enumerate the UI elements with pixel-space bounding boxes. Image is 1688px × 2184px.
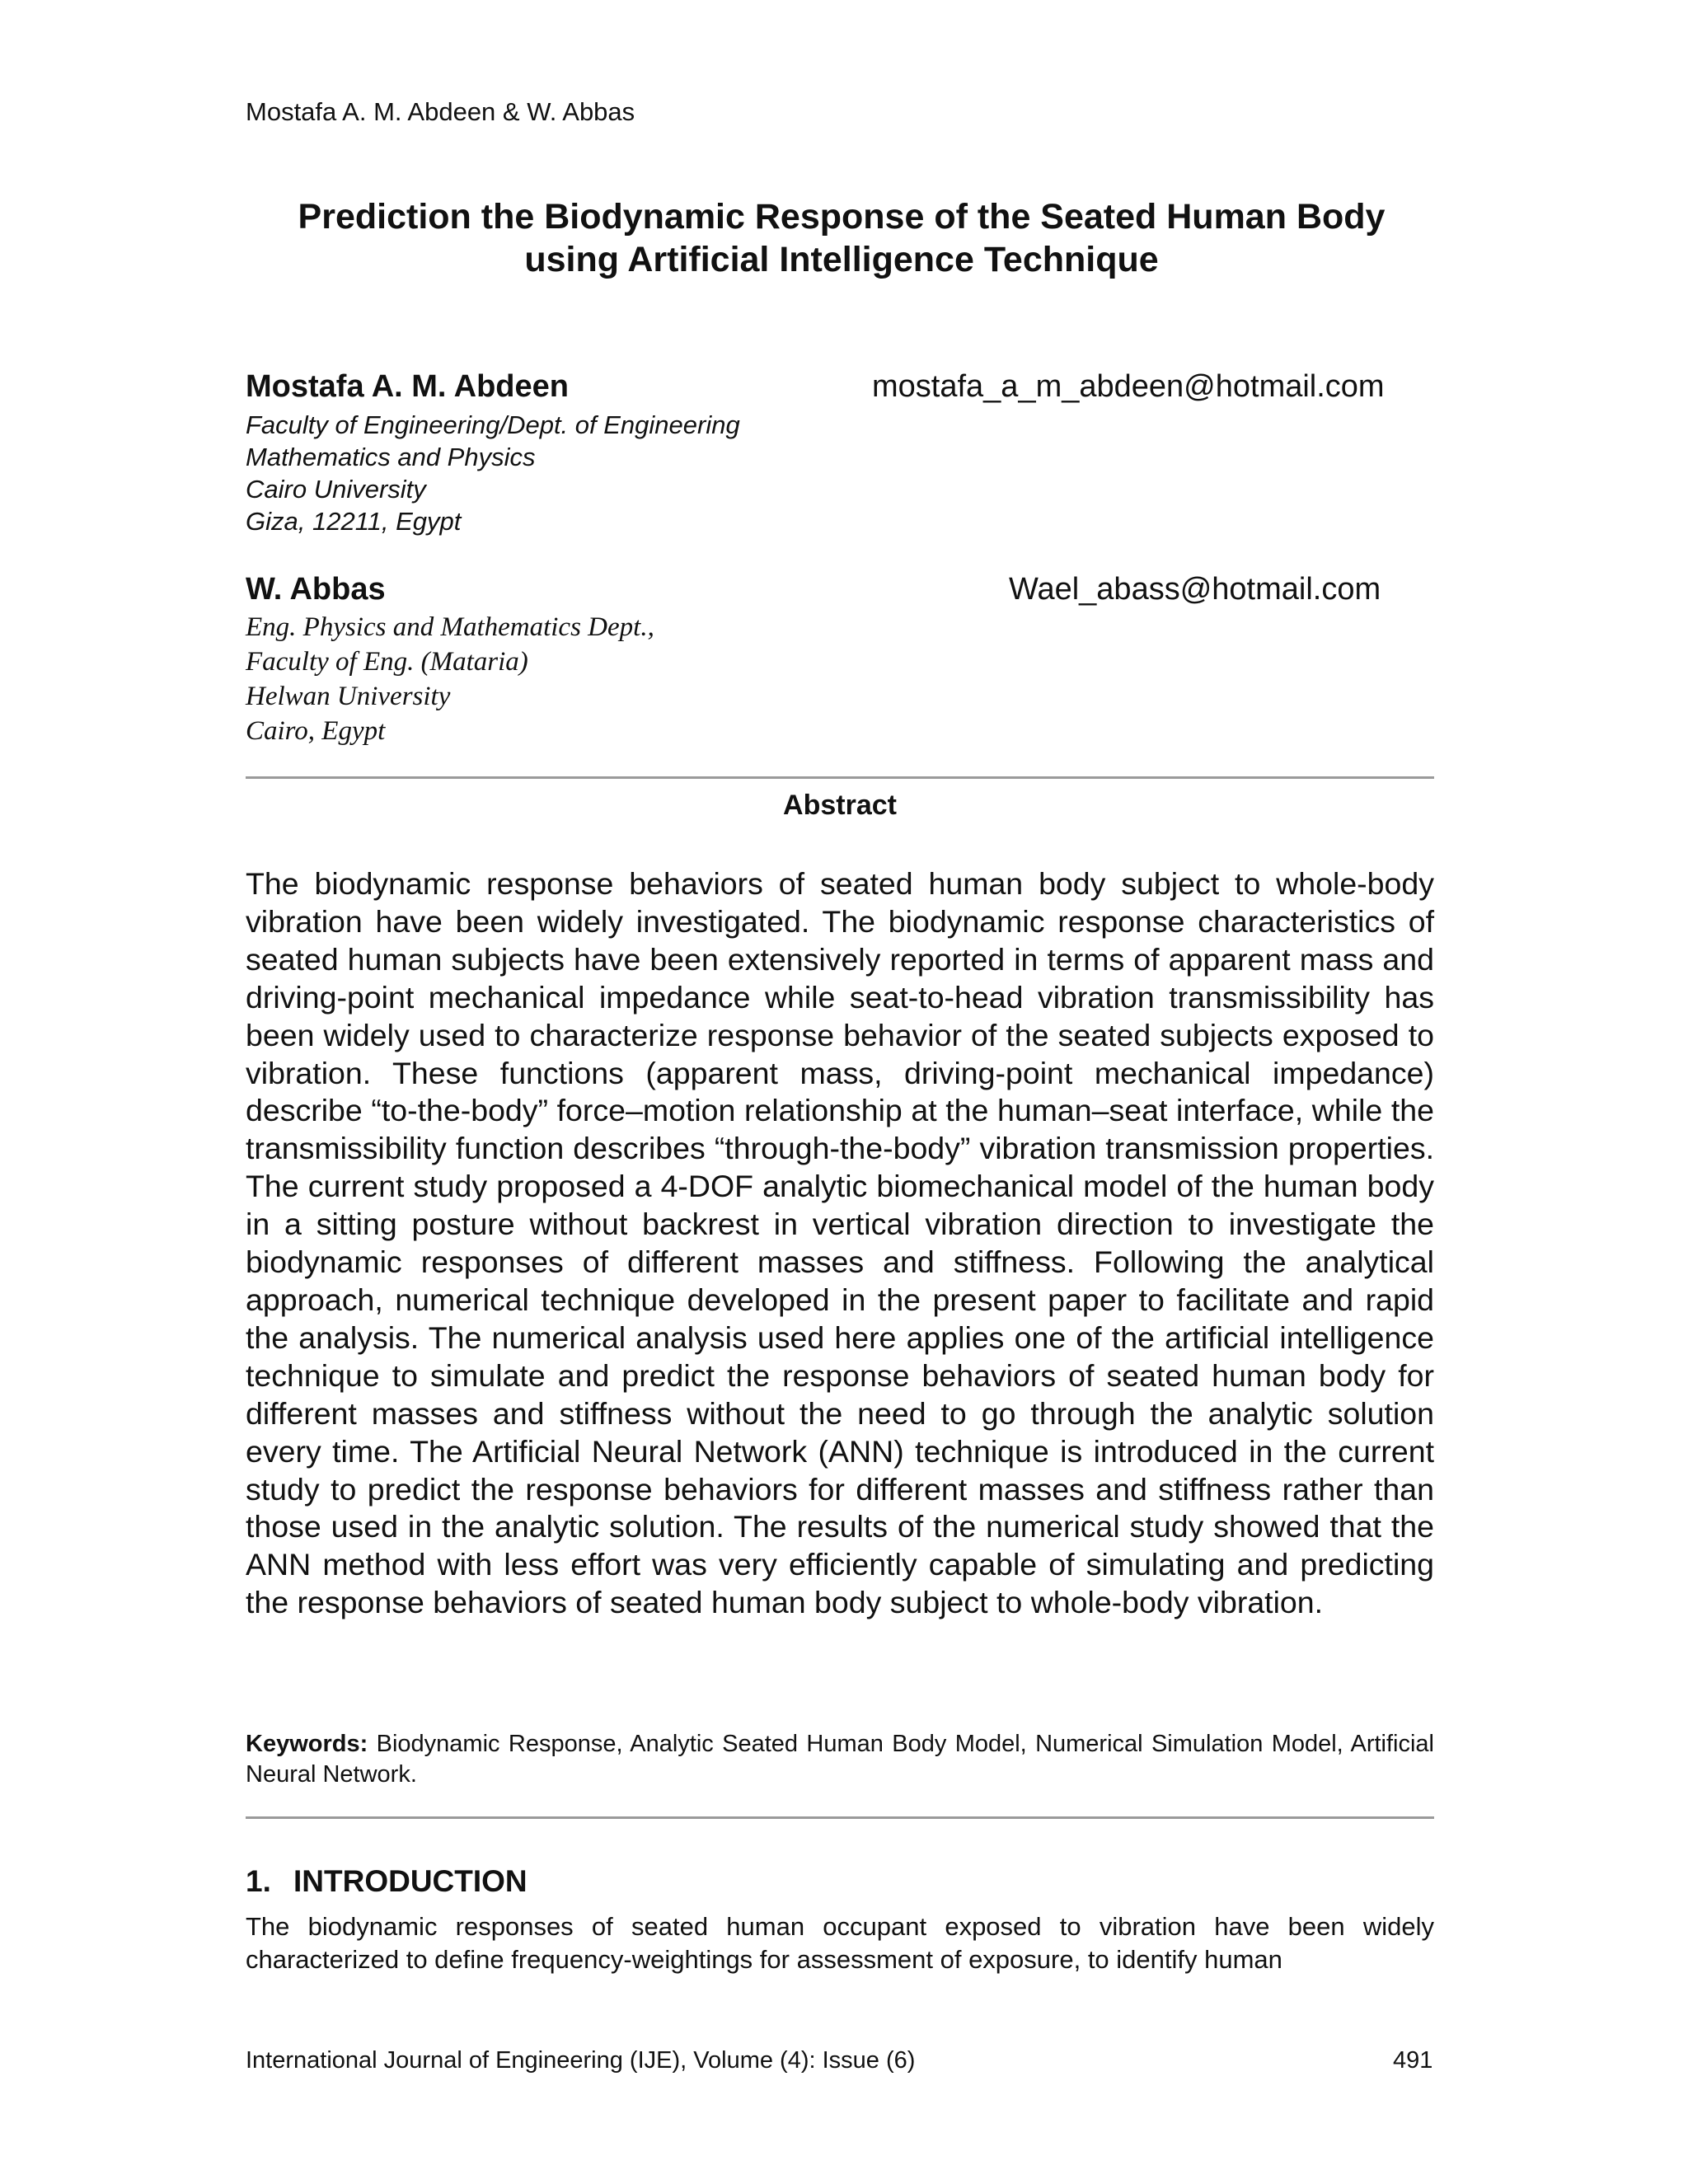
keywords-text: Biodynamic Response, Analytic Seated Human Body Model, Numerical Simulation Model, Artificial Neural Network.	[246, 1731, 1435, 1788]
author-2-affiliation-line: Faculty of Eng. (Mataria)	[246, 647, 528, 677]
section-number: 1.	[246, 1864, 271, 1898]
author-2-email[interactable]: Wael_abass@hotmail.com	[1009, 572, 1381, 607]
author-2-name: W. Abbas	[246, 572, 386, 607]
footer-journal: International Journal of Engineering (IJE), Volume (4): Issue (6)	[246, 2047, 916, 2074]
section-heading	[246, 1864, 528, 1899]
author-2-affiliation-line: Helwan University	[246, 682, 451, 711]
author-1-affiliation-line: Faculty of Engineering/Dept. of Engineering	[246, 410, 740, 439]
title-line-2: using Artificial Intelligence Technique	[524, 239, 1159, 279]
running-header: Mostafa A. M. Abdeen & W. Abbas	[246, 97, 635, 126]
author-1-affiliation-line: Cairo University	[246, 475, 426, 504]
abstract-heading: Abstract	[783, 790, 897, 821]
keywords-label: Keywords:	[246, 1731, 368, 1757]
author-1-affiliation	[246, 409, 740, 537]
abstract-text: The biodynamic response behaviors of seated human body subject to whole-body vibration have been widely investigated. The biodynamic response characteristics of seated human subjects have been extensively reported in terms of apparent mass and driving-point mechanical impedance while seat-to-head vibration transmissibility has been widely used to characterize response behavior of the seated subjects exposed to vibration. These functions (apparent mass, driving-point mechanical impedance) describe “to-the-body” force–motion relationship at the human–seat interface, while the transmissibility function describes “through-the-body” vibration transmission properties. The current study proposed a 4-DOF analytic biomechanical model of the human body in a sitting posture without backrest in vertical vibration direction to investigate the biodynamic responses of different masses and stiffness. Following the analytical approach, numerical technique developed in the present paper to facilitate and rapid the analysis. The numerical analysis used here applies one of the artificial intelligence technique to simulate and predict the response behaviors of seated human body for different masses and stiffness without the need to go through the analytic solution every time. The Artificial Neural Network (ANN) technique is introduced in the current study to predict the response behaviors for different masses and stiffness rather than those used in the analytic solution. The results of the numerical study showed that the ANN method with less effort was very efficiently capable of simulating and predicting the response behaviors of seated human body subject to whole-body vibration.	[246, 866, 1434, 1620]
introduction-text: The biodynamic responses of seated human occupant exposed to vibration have been widely characterized to define frequency-weightings for assessment of exposure, to identify human	[246, 1912, 1434, 1974]
keywords	[246, 1729, 1434, 1790]
author-2-affiliation-line: Cairo, Egypt	[246, 716, 386, 746]
paper-title	[246, 196, 1437, 281]
page-number: 491	[1393, 2047, 1433, 2074]
divider-bottom	[246, 1816, 1434, 1819]
author-1-affiliation-line: Giza, 12211, Egypt	[246, 507, 462, 536]
author-1-affiliation-line: Mathematics and Physics	[246, 443, 536, 471]
author-2-affiliation	[246, 610, 654, 748]
divider-top	[246, 776, 1434, 779]
author-1-email[interactable]: mostafa_a_m_abdeen@hotmail.com	[872, 369, 1385, 404]
title-line-1: Prediction the Biodynamic Response of the Seated Human Body	[298, 197, 1386, 237]
section-title: INTRODUCTION	[293, 1864, 528, 1898]
author-2-affiliation-line: Eng. Physics and Mathematics Dept.,	[246, 612, 654, 642]
author-1-name: Mostafa A. M. Abdeen	[246, 369, 569, 404]
